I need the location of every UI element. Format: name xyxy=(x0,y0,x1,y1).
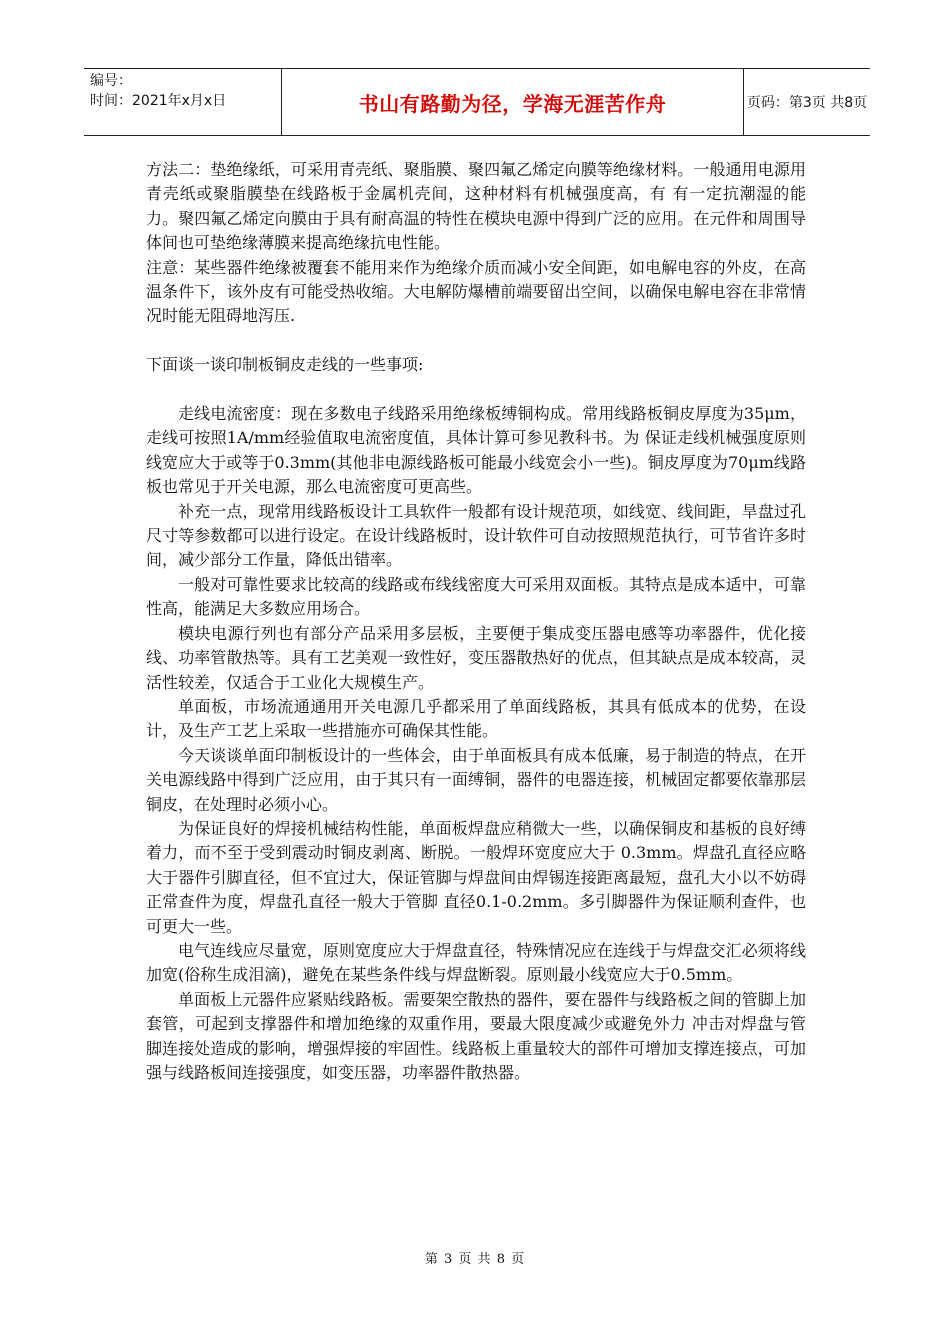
header-motto: 书山有路勤为径，学海无涯苦作舟 xyxy=(282,69,744,135)
page-footer: 第 3 页 共 8 页 xyxy=(424,1252,526,1267)
paragraph-trace-width: 电气连线应尽量宽，原则宽度应大于焊盘直径，特殊情况应在连线于与焊盘交汇必须将线加宽(俗称生成泪滴)，避免在某些条件线与焊盘断裂。原则最小线宽应大于0.5mm。 xyxy=(146,940,806,985)
header-meta xyxy=(84,69,282,135)
paragraph-spacer xyxy=(146,378,806,402)
paragraph-experience: 今天谈谈单面印制板设计的一些体会，由于单面板具有成本低廉，易于制造的特点，在开关电源线路中得到广泛应用，由于其只有一面缚铜，器件的电器连接，机械固定都要依靠那层铜皮，在处理时必须小心。 xyxy=(146,745,806,814)
paragraph-multilayer: 模块电源行列也有部分产品采用多层板，主要便于集成变压器电感等功率器件，优化接线、功率管散热等。具有工艺美观一致性好，变压器散热好的优点，但其缺点是成本较高，灵活性较差，仅适合于工业化大规模生产。 xyxy=(146,623,806,692)
paragraph-design-tools: 补充一点，现常用线路板设计工具软件一般都有设计规范项，如线宽、线间距，旱盘过孔尺寸等参数都可以进行设定。在设计线路板时，设计软件可自动按照规范执行，可节省许多时间，减少部分工作量，降低出错率。 xyxy=(146,501,806,570)
header-page-number: 页码：第3页 共8页 xyxy=(746,95,868,111)
paragraph-double-sided: 一般对可靠性要求比较高的线路或布线线密度大可采用双面板。其特点是成本适中，可靠性高，能满足大多数应用场合。 xyxy=(146,574,806,619)
document-number-label: 编号： xyxy=(90,73,132,89)
paragraph-current-density: 走线电流密度：现在多数电子线路采用绝缘板缚铜构成。常用线路板铜皮厚度为35μm，走线可按照1A/mm经验值取电流密度值，具体计算可参见教科书。为 保证走线机械强度原则线宽应大于或等于0.3mm(其他非电源线路板可能最小线宽会小一些)。铜皮厚度为70μm线路板也常见于开关电源，那么电流密度可更高些。 xyxy=(146,404,806,497)
page-header xyxy=(84,68,870,136)
paragraph-method-two: 方法二：垫绝缘纸，可采用青壳纸、聚脂膜、聚四氟乙烯定向膜等绝缘材料。一般通用电源用青壳纸或聚脂膜垫在线路板于金属机壳间，这种材料有机械强度高，有 有一定抗潮湿的能力。聚四氟乙烯定向膜由于具有耐高温的特性在模块电源中得到广泛的应用。在元件和周围导体间也可垫绝缘薄膜来提高绝缘抗电性能。 xyxy=(146,160,806,253)
paragraph-component-mounting: 单面板上元器件应紧贴线路板。需要架空散热的器件，要在器件与线路板之间的管脚上加套管，可起到支撑器件和增加绝缘的双重作用，要最大限度减少或避免外力 冲击对焊盘与管脚连接处造成的影响，增强焊接的牢固性。线路板上重量较大的部件可增加支撑连接点，可加强与线路板间连接强度，如变压器，功率器件散热器。 xyxy=(146,989,806,1082)
document-body xyxy=(146,158,806,1085)
date-label: 时间：2021年x月x日 xyxy=(90,93,227,109)
paragraph-spacer xyxy=(146,329,806,353)
paragraph-pad-size: 为保证良好的焊接机械结构性能，单面板焊盘应稍微大一些，以确保铜皮和基板的良好缚着力，而不至于受到震动时铜皮剥离、断脱。一般焊环宽度应大于 0.3mm。焊盘孔直径应略大于器件引脚直径，但不宜过大，保证管脚与焊盘间由焊锡连接距离最短，盘孔大小以不妨碍正常查件为度，焊盘孔直径一般大于管脚 直径0.1-0.2mm。多引脚器件为保证顺利查件，也可更大一些。 xyxy=(146,818,806,936)
paragraph-note: 注意：某些器件绝缘被覆套不能用来作为绝缘介质而减小安全间距，如电解电容的外皮，在高温条件下，该外皮有可能受热收缩。大电解防爆槽前端要留出空间，以确保电解电容在非常情况时能无阻碍地泻压. xyxy=(146,257,806,326)
paragraph-single-sided: 单面板，市场流通通用开关电源几乎都采用了单面线路板，其具有低成本的优势，在设计，及生产工艺上采取一些措施亦可确保其性能。 xyxy=(146,696,806,741)
paragraph-section-intro: 下面谈一谈印制板铜皮走线的一些事项: xyxy=(146,355,424,375)
